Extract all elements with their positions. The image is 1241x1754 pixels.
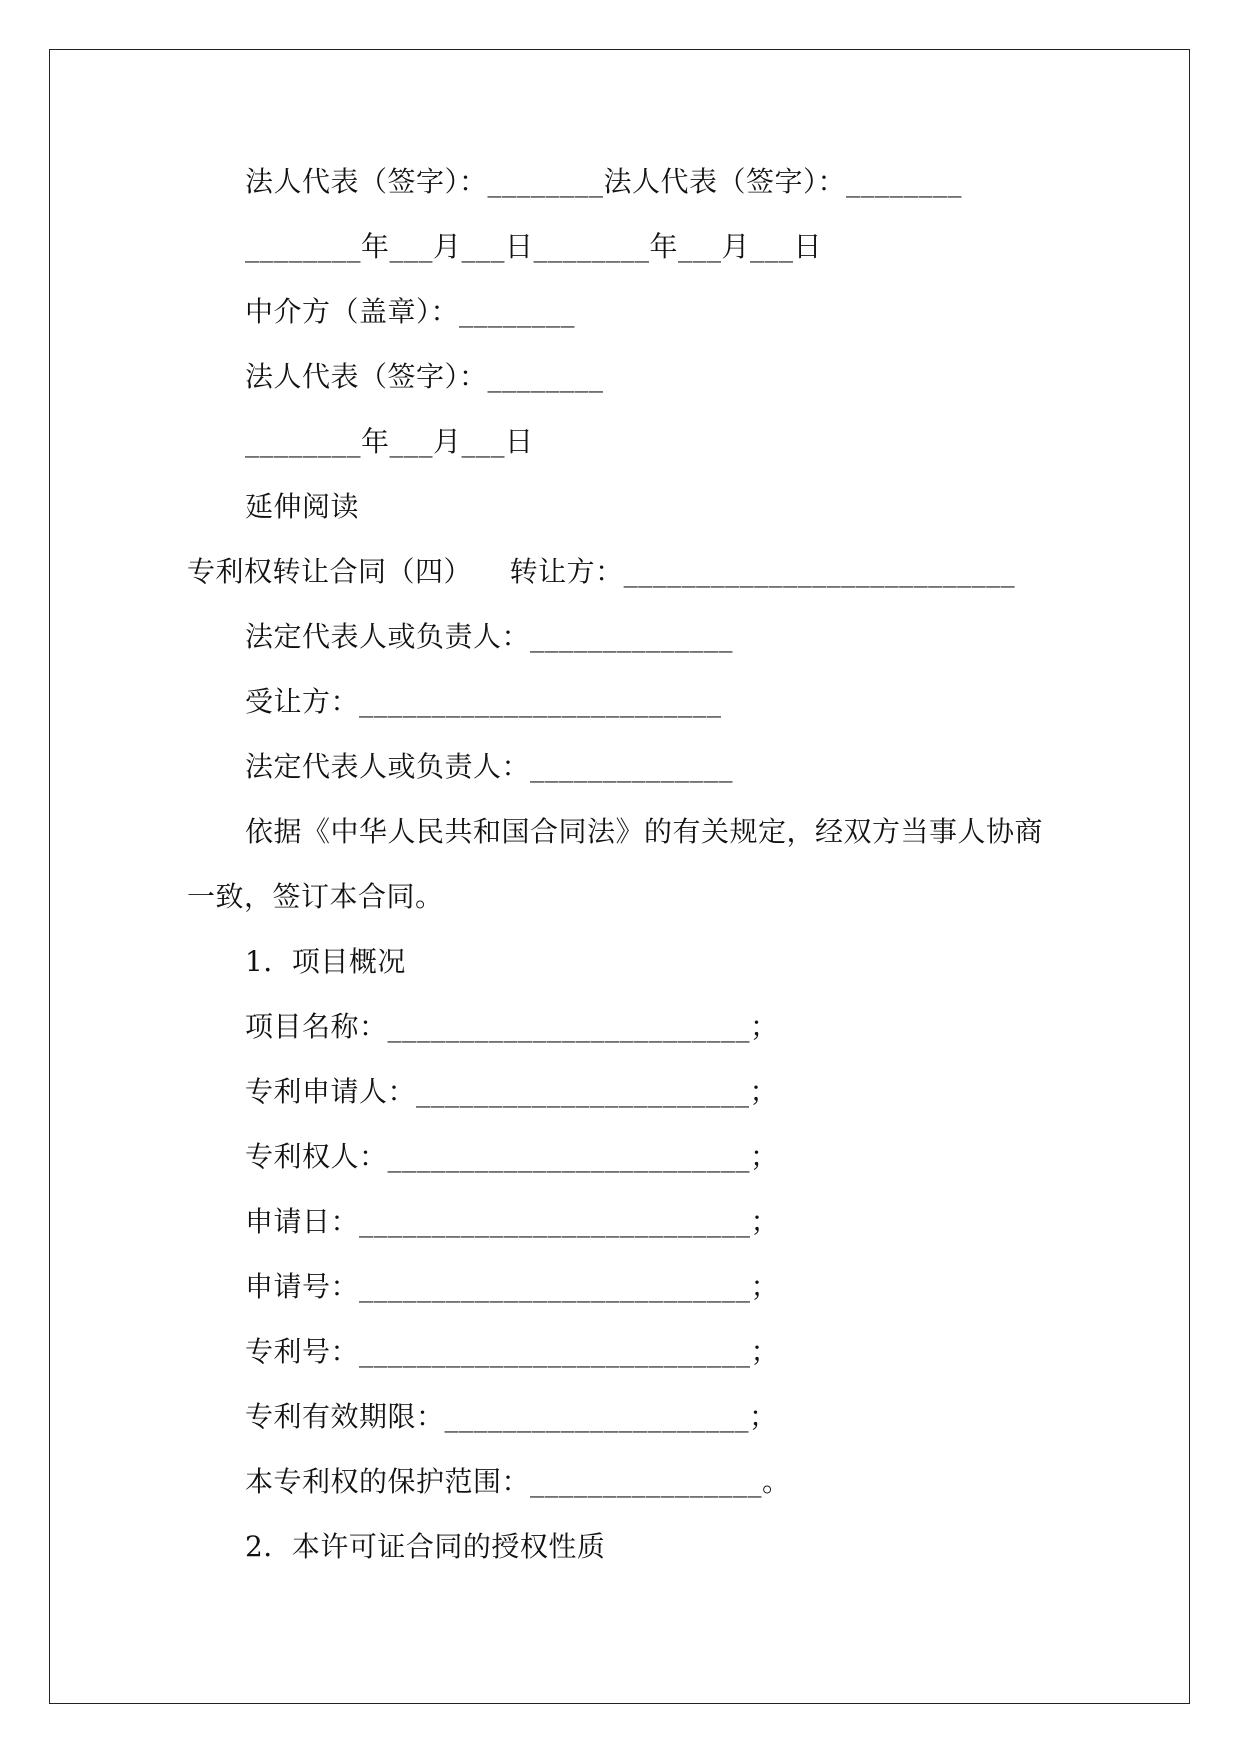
patentee-line: 专利权人：_________________________； bbox=[245, 1140, 779, 1173]
preamble-paragraph-line-1: 依据《中华人民共和国合同法》的有关规定，经双方当事人协商 bbox=[245, 815, 1044, 848]
section-2-heading: 2．本许可证合同的授权性质 bbox=[245, 1530, 606, 1563]
patent-applicant-line: 专利申请人：_______________________； bbox=[245, 1075, 779, 1108]
application-number-line: 申请号：___________________________； bbox=[245, 1270, 780, 1303]
section-1-heading: 1．项目概况 bbox=[245, 945, 406, 978]
extended-reading-heading: 延伸阅读 bbox=[245, 490, 360, 523]
transferor-representative-line: 法定代表人或负责人：______________ bbox=[245, 620, 734, 653]
signature-line-legal-representatives: 法人代表（签字）：________法人代表（签字）：________ bbox=[245, 165, 963, 198]
patent-validity-line: 专利有效期限：_____________________； bbox=[245, 1400, 778, 1433]
page-border bbox=[49, 49, 1190, 1704]
transferee-line: 受让方：_________________________ bbox=[245, 685, 722, 718]
transferee-representative-line: 法定代表人或负责人：______________ bbox=[245, 750, 734, 783]
patent-number-line: 专利号：___________________________； bbox=[245, 1335, 780, 1368]
intermediary-signature-line: 法人代表（签字）：________ bbox=[245, 360, 604, 393]
preamble-paragraph-line-2: 一致，签订本合同。 bbox=[187, 880, 444, 913]
date-line-double: ________年___月___日________年___月___日 bbox=[245, 230, 823, 263]
intermediary-date-line: ________年___月___日 bbox=[245, 425, 534, 458]
protection-scope-line: 本专利权的保护范围：________________。 bbox=[245, 1465, 791, 1498]
project-name-line: 项目名称：_________________________； bbox=[245, 1010, 779, 1043]
application-date-line: 申请日：___________________________； bbox=[245, 1205, 780, 1238]
contract-title-transferor-line: 专利权转让合同（四） 转让方：___________________________ bbox=[187, 555, 1016, 588]
intermediary-seal-line: 中介方（盖章）：________ bbox=[245, 295, 576, 328]
